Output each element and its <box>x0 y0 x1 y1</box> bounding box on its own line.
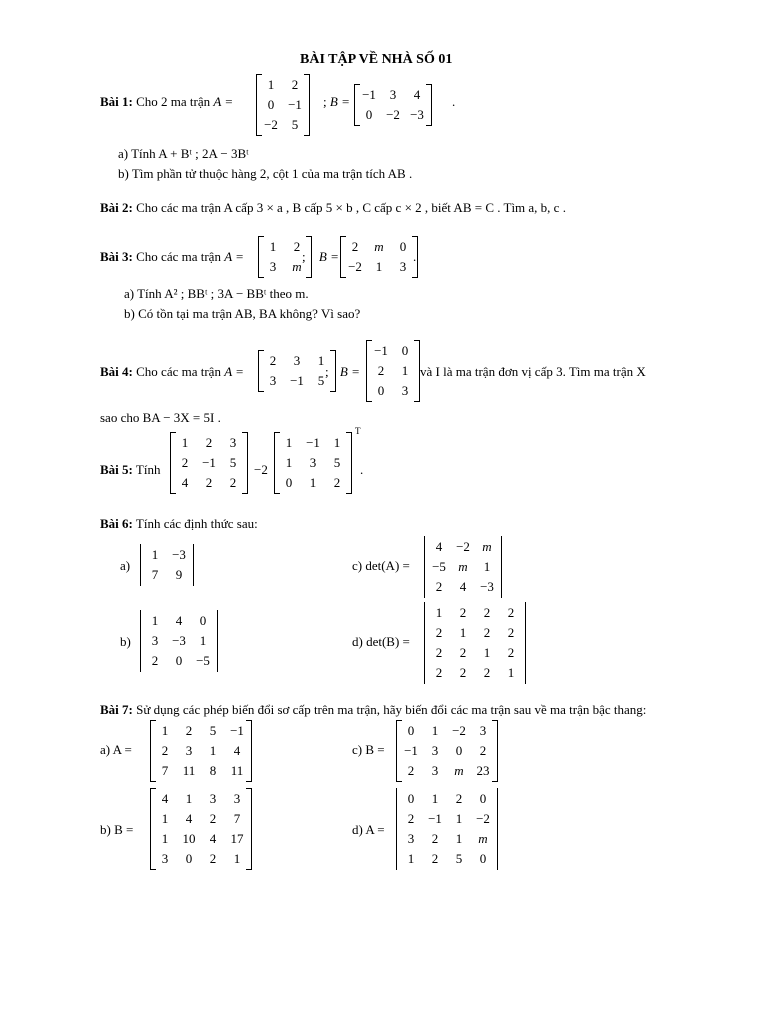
matrix-cell: m <box>374 239 384 254</box>
matrix-cell: 1 <box>317 353 325 368</box>
matrix-cell: 1 <box>151 613 159 628</box>
matrix-cell: 2 <box>479 743 487 758</box>
bai2-label: Bài 2: <box>100 200 133 215</box>
matrix-cell: 5 <box>455 851 463 866</box>
matrix-cell: −3 <box>172 633 186 648</box>
bai7-a-label: a) A = <box>100 742 132 757</box>
matrix-cell: 1 <box>431 723 439 738</box>
matrix-cell: 3 <box>431 763 439 778</box>
matrix-left-bracket <box>354 84 360 126</box>
matrix-cell: 2 <box>431 851 439 866</box>
matrix-cell: 3 <box>401 383 409 398</box>
bai6-label: Bài 6: <box>100 516 133 531</box>
matrix-left-bracket <box>258 236 264 278</box>
bai6-det-b <box>140 610 218 672</box>
matrix-cell: 2 <box>483 625 491 640</box>
matrix-cell: 4 <box>459 579 467 594</box>
matrix-cell: 0 <box>285 475 293 490</box>
matrix-cell: 7 <box>151 567 159 582</box>
matrix-cell: 2 <box>407 763 415 778</box>
bai5-intro <box>100 462 160 478</box>
matrix-cell: 3 <box>229 435 237 450</box>
matrix-cell: 3 <box>161 851 169 866</box>
matrix-cell: 1 <box>285 455 293 470</box>
matrix-cell: 3 <box>431 743 439 758</box>
matrix-cell: 2 <box>377 363 385 378</box>
matrix-cell: 4 <box>209 831 217 846</box>
matrix-cell: 2 <box>229 475 237 490</box>
matrix-cell: 2 <box>209 811 217 826</box>
matrix-left-bracket <box>170 432 176 494</box>
bai6-intro <box>100 516 258 532</box>
bai1-part-b: b) Tìm phần tử thuộc hàng 2, cột 1 của ma trận tích AB . <box>118 166 413 181</box>
matrix-cell: 2 <box>205 435 213 450</box>
matrix-cell: −3 <box>410 107 424 122</box>
matrix-left-bracket <box>140 610 141 672</box>
matrix-cell: m <box>482 539 492 554</box>
matrix-left-bracket <box>366 340 372 402</box>
matrix-cell: 5 <box>229 455 237 470</box>
matrix-cell: 4 <box>413 87 421 102</box>
matrix-cell: −2 <box>476 811 490 826</box>
matrix-left-bracket <box>424 536 425 598</box>
bai7-matrix-a <box>150 720 252 782</box>
matrix-cell: 0 <box>199 613 207 628</box>
bai1-A-name: A = <box>213 94 234 109</box>
matrix-cell: −3 <box>172 547 186 562</box>
matrix-cell: 0 <box>407 791 415 806</box>
matrix-cell: −2 <box>386 107 400 122</box>
matrix-left-bracket <box>150 720 156 782</box>
matrix-cell: 1 <box>375 259 383 274</box>
bai3-B-name: B = <box>318 249 339 264</box>
matrix-cell: 0 <box>377 383 385 398</box>
bai2 <box>100 200 566 216</box>
matrix-right-bracket <box>242 432 248 494</box>
bai1-B-name: B = <box>329 94 350 109</box>
matrix-cell: 2 <box>151 653 159 668</box>
bai7-matrix-b <box>150 788 252 870</box>
matrix-left-bracket <box>150 788 156 870</box>
bai3-part-b: b) Có tồn tại ma trận AB, BA không? Vì sao? <box>124 306 361 321</box>
matrix-right-bracket <box>501 536 502 598</box>
matrix-cell: 0 <box>185 851 193 866</box>
matrix-cell: 2 <box>507 625 515 640</box>
matrix-cell: −1 <box>428 811 442 826</box>
matrix-right-bracket <box>246 720 252 782</box>
matrix-cell: 1 <box>209 743 217 758</box>
bai1-matrix-A <box>256 74 310 136</box>
matrix-cell: −5 <box>432 559 446 574</box>
bai2-text: Cho các ma trận A cấp 3 × a , B cấp 5 × b , C cấp c × 2 , biết AB = C . Tìm a, b, c . <box>136 200 566 215</box>
matrix-cell: 3 <box>209 791 217 806</box>
bai7-matrix-c <box>396 720 498 782</box>
matrix-cell: 1 <box>431 791 439 806</box>
matrix-cell: −1 <box>362 87 376 102</box>
bai3-part-a: a) Tính A² ; BBᵗ ; 3A − BBᵗ theo m. <box>124 286 309 301</box>
bai4-intro-text: Cho các ma trận <box>136 364 221 379</box>
matrix-cell: 2 <box>483 665 491 680</box>
matrix-cell: 1 <box>483 559 491 574</box>
bai3-sep <box>302 249 339 265</box>
bai5-label: Bài 5: <box>100 462 133 477</box>
matrix-cell: −2 <box>348 259 362 274</box>
matrix-cell: 1 <box>455 831 463 846</box>
matrix-cell: 0 <box>479 791 487 806</box>
matrix-cell: m <box>478 831 488 846</box>
bai7-c-label: c) B = <box>352 742 385 757</box>
matrix-cell: 2 <box>209 851 217 866</box>
matrix-cell: m <box>458 559 468 574</box>
matrix-cell: 2 <box>205 475 213 490</box>
matrix-cell: 2 <box>459 605 467 620</box>
matrix-cell: 4 <box>161 791 169 806</box>
bai6-c-label: c) det(A) = <box>352 558 410 573</box>
matrix-cell: 1 <box>233 851 241 866</box>
matrix-cell: 1 <box>407 851 415 866</box>
matrix-cell: 1 <box>483 645 491 660</box>
matrix-cell: 3 <box>407 831 415 846</box>
bai5-end: . <box>360 462 364 477</box>
bai4-semicolon: ; <box>325 364 329 379</box>
matrix-cell: 2 <box>459 645 467 660</box>
bai5-sup: T <box>355 426 361 436</box>
matrix-cell: 3 <box>151 633 159 648</box>
matrix-right-bracket <box>304 74 310 136</box>
bai4-A-name: A = <box>224 364 244 379</box>
matrix-cell: 1 <box>285 435 293 450</box>
matrix-cell: 8 <box>209 763 217 778</box>
bai5-matrix-1 <box>170 432 248 494</box>
matrix-cell: 2 <box>185 723 193 738</box>
matrix-cell: 3 <box>293 353 301 368</box>
matrix-left-bracket <box>424 602 425 684</box>
matrix-cell: m <box>454 763 464 778</box>
matrix-cell: 5 <box>291 117 299 132</box>
bai4-sep <box>325 364 360 380</box>
matrix-cell: 1 <box>269 239 277 254</box>
bai6-b-label: b) <box>120 634 131 649</box>
matrix-cell: 2 <box>459 665 467 680</box>
matrix-cell: 3 <box>269 373 277 388</box>
matrix-cell: 0 <box>407 723 415 738</box>
matrix-cell: 7 <box>161 763 169 778</box>
bai5-matrix-2 <box>274 432 352 494</box>
matrix-cell: 1 <box>459 625 467 640</box>
matrix-left-bracket <box>396 788 397 870</box>
matrix-cell: 2 <box>269 353 277 368</box>
matrix-cell: 3 <box>479 723 487 738</box>
matrix-cell: 2 <box>351 239 359 254</box>
matrix-cell: 5 <box>333 455 341 470</box>
bai7-intro-text: Sử dụng các phép biến đổi sơ cấp trên ma trận, hãy biến đổi các ma trận sau về ma trận bậc thang: <box>136 702 647 717</box>
matrix-cell: 2 <box>181 455 189 470</box>
matrix-cell: −2 <box>456 539 470 554</box>
bai6-det-c <box>424 536 502 598</box>
bai7-d-label: d) A = <box>352 822 385 837</box>
matrix-cell: 7 <box>233 811 241 826</box>
bai4-label: Bài 4: <box>100 364 133 379</box>
matrix-cell: 0 <box>455 743 463 758</box>
matrix-cell: −2 <box>452 723 466 738</box>
bai3-intro-text: Cho các ma trận <box>136 249 221 264</box>
bai4-matrix-B <box>366 340 420 402</box>
matrix-cell: 10 <box>182 831 196 846</box>
matrix-cell: 5 <box>209 723 217 738</box>
bai1-label: Bài 1: <box>100 94 133 109</box>
matrix-cell: 0 <box>365 107 373 122</box>
matrix-cell: 5 <box>317 373 325 388</box>
matrix-left-bracket <box>340 236 346 278</box>
bai4-intro <box>100 364 244 380</box>
bai6-intro-text: Tính các định thức sau: <box>135 516 258 531</box>
matrix-cell: 3 <box>185 743 193 758</box>
bai1-sep <box>323 94 350 110</box>
matrix-cell: 4 <box>175 613 183 628</box>
matrix-cell: 1 <box>161 831 169 846</box>
matrix-cell: 4 <box>435 539 443 554</box>
matrix-right-bracket <box>492 720 498 782</box>
matrix-cell: 1 <box>161 723 169 738</box>
matrix-cell: 1 <box>455 811 463 826</box>
matrix-cell: 2 <box>431 831 439 846</box>
bai3-intro <box>100 249 244 265</box>
matrix-left-bracket <box>396 720 402 782</box>
matrix-cell: 17 <box>230 831 244 846</box>
matrix-cell: 2 <box>407 811 415 826</box>
bai7-label: Bài 7: <box>100 702 133 717</box>
bai1-semicolon: ; <box>323 94 327 109</box>
matrix-cell: 0 <box>267 97 275 112</box>
matrix-cell: 2 <box>483 605 491 620</box>
matrix-cell: 3 <box>269 259 277 274</box>
matrix-left-bracket <box>258 350 264 392</box>
matrix-cell: 23 <box>476 763 490 778</box>
matrix-cell: 2 <box>435 625 443 640</box>
matrix-cell: m <box>292 259 302 274</box>
matrix-cell: 2 <box>455 791 463 806</box>
matrix-right-bracket <box>497 788 498 870</box>
matrix-cell: 2 <box>291 77 299 92</box>
matrix-cell: −1 <box>230 723 244 738</box>
matrix-cell: 2 <box>435 579 443 594</box>
matrix-left-bracket <box>274 432 280 494</box>
bai6-det-d <box>424 602 526 684</box>
matrix-cell: 0 <box>479 851 487 866</box>
bai1-part-a: a) Tính A + Bᵗ ; 2A − 3Bᵗ <box>118 146 249 161</box>
matrix-cell: 0 <box>399 239 407 254</box>
bai1-matrix-B <box>354 84 432 126</box>
matrix-cell: 1 <box>333 435 341 450</box>
bai1-end: . <box>452 94 456 109</box>
matrix-cell: −3 <box>480 579 494 594</box>
matrix-cell: 1 <box>309 475 317 490</box>
matrix-left-bracket <box>256 74 262 136</box>
matrix-cell: −1 <box>374 343 388 358</box>
matrix-cell: 2 <box>333 475 341 490</box>
matrix-cell: −5 <box>196 653 210 668</box>
matrix-cell: 1 <box>161 811 169 826</box>
bai5-intro-text: Tính <box>135 462 161 477</box>
bai7-intro <box>100 702 646 718</box>
bai1-intro-text: Cho 2 ma trận <box>136 94 211 109</box>
matrix-cell: 1 <box>401 363 409 378</box>
bai3-end: . <box>413 249 417 264</box>
matrix-right-bracket <box>525 602 526 684</box>
bai3-label: Bài 3: <box>100 249 133 264</box>
matrix-right-bracket <box>246 788 252 870</box>
matrix-cell: 1 <box>199 633 207 648</box>
matrix-cell: 0 <box>401 343 409 358</box>
page-title: BÀI TẬP VỀ NHÀ SỐ 01 <box>300 52 453 67</box>
matrix-right-bracket <box>193 544 194 586</box>
bai3-matrix-B <box>340 236 418 278</box>
matrix-cell: 2 <box>435 645 443 660</box>
matrix-cell: 4 <box>233 743 241 758</box>
matrix-cell: −1 <box>288 97 302 112</box>
matrix-right-bracket <box>426 84 432 126</box>
matrix-cell: −1 <box>290 373 304 388</box>
matrix-cell: 3 <box>399 259 407 274</box>
bai4-line2: sao cho BA − 3X = 5I . <box>100 410 221 425</box>
bai5-minus: −2 <box>254 462 268 477</box>
bai3-semicolon: ; <box>302 249 306 264</box>
matrix-cell: 1 <box>507 665 515 680</box>
matrix-right-bracket <box>346 432 352 494</box>
bai3-A-name: A = <box>224 249 244 264</box>
matrix-cell: 3 <box>309 455 317 470</box>
matrix-cell: 2 <box>435 665 443 680</box>
matrix-right-bracket <box>217 610 218 672</box>
matrix-cell: 2 <box>161 743 169 758</box>
matrix-cell: 3 <box>233 791 241 806</box>
bai1-intro <box>100 94 233 110</box>
matrix-cell: 3 <box>389 87 397 102</box>
bai4-after: và I là ma trận đơn vị cấp 3. Tìm ma trận X <box>420 364 646 379</box>
matrix-cell: 4 <box>181 475 189 490</box>
matrix-cell: −1 <box>306 435 320 450</box>
matrix-cell: 9 <box>175 567 183 582</box>
matrix-cell: 11 <box>182 763 196 778</box>
matrix-cell: 11 <box>230 763 244 778</box>
bai6-a-label: a) <box>120 558 131 573</box>
bai4-B-name: B = <box>339 364 360 379</box>
matrix-cell: −2 <box>264 117 278 132</box>
matrix-cell: 1 <box>267 77 275 92</box>
matrix-cell: 2 <box>507 645 515 660</box>
matrix-left-bracket <box>140 544 141 586</box>
matrix-cell: 0 <box>175 653 183 668</box>
matrix-cell: −1 <box>202 455 216 470</box>
matrix-cell: 4 <box>185 811 193 826</box>
matrix-cell: 1 <box>151 547 159 562</box>
matrix-cell: 1 <box>435 605 443 620</box>
matrix-cell: −1 <box>404 743 418 758</box>
bai7-b-label: b) B = <box>100 822 134 837</box>
matrix-cell: 2 <box>293 239 301 254</box>
bai6-det-a <box>140 544 194 586</box>
matrix-cell: 1 <box>181 435 189 450</box>
bai6-d-label: d) det(B) = <box>352 634 410 649</box>
matrix-cell: 1 <box>185 791 193 806</box>
bai7-matrix-d <box>396 788 498 870</box>
matrix-cell: 2 <box>507 605 515 620</box>
